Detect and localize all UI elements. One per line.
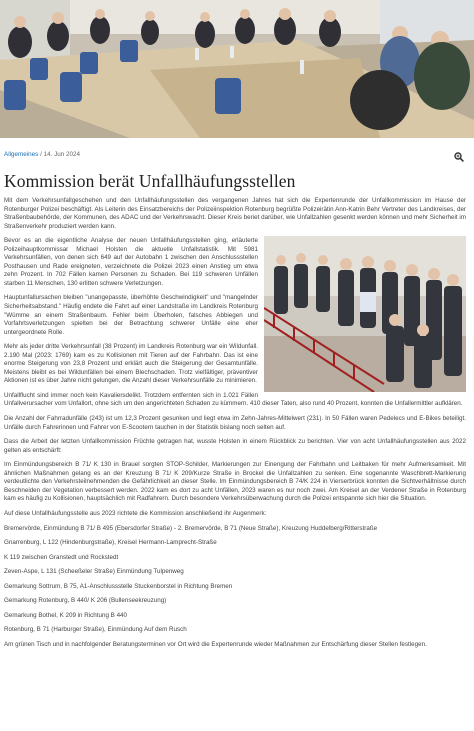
paragraph-review: Dass die Arbeit der letzten Unfallkommission Früchte getragen hat, wusste Holsten in einem Rückblick zu berichten. Vier von acht Unfallhäufungsstellen aus 2022 gelten als entschärft: xyxy=(4,438,466,454)
paragraph-hit-and-run: Unfallflucht sind immer noch kein Kavaliersdelikt. Trotzdem entfernten sich in 1.021 Fällen Unfallverursacher vom Unfallort, ohne sich um den angerichteten Schaden zu kümmern. 410 dieser Taten, also rund 40 Prozent, konnten die Unfallermittler aufklären. xyxy=(4,391,463,408)
group-photo-commission xyxy=(264,236,466,392)
list-item: Zeven-Aspe, L 131 (Scheeßeler Straße) Einmündung Tulpenweg xyxy=(4,568,184,576)
paragraph-closing: Am grünen Tisch und in nachfolgender Beratungsterminen vor Ort wird die Expertenrunde wieder Maßnahmen zur Entschärfung dieser Stellen festlegen. xyxy=(4,640,427,648)
list-item: Bremervörde, Einmündung B 71/ B 495 (Ebersdorfer Straße) - 2. Bremervörde, B 71 (Neue Straße), Kreuzung Huddelberg/Ritterstraße xyxy=(4,524,378,532)
category-link[interactable]: Allgemeines xyxy=(4,151,39,158)
article-body xyxy=(4,197,466,655)
list-item: Gnarrenburg, L 122 (Hindenburgstraße), Kreisel Hermann-Lamprecht-Straße xyxy=(4,539,217,547)
paragraph-causes: Hauptunfallursachen bleiben "unangepasste, überhöhte Geschwindigkeit" und "mangelnder Sicherheitsabstand." Häufig endete die Fahrt auf einer Landstraße im Landkreis Rotenburg "Wümme an einem Straßenbaum. Fehler beim Überholen, falsches Abbiegen und Vorfahrtsverletzungen spielten bei der Betrachtung schwerer Unfälle eine eher untergeordnete Rolle. xyxy=(4,294,258,336)
magnifier-zoom-icon[interactable] xyxy=(454,149,464,159)
hotspot-list xyxy=(4,525,466,635)
paragraph-statistics: Bevor es an die eigentliche Analyse der neuen Unfallhäufungsstellen ging, erläuterte Polizeihauptkommissar Michael Holsten die aktuelle Unfallstatistik. Mit 5981 Verkehrsunfällen, von denen sich 649 auf der Autobahn 1 zwischen den Anschlussstellen Posthausen und Rade ereigneten, verzeichnete die Polizei 2023 einen Anstieg um etwa zehn Prozent. In 702 Fällen kamen Personen zu Schaden. Bei 119 schweren Unfällen starben 11 Menschen, 130 erlitten schwere Verletzungen. xyxy=(4,237,258,287)
paragraph-focus: Auf diese Unfallhäufungsstelle aus 2023 richtete die Kommission anschließend ihr Augenmerk: xyxy=(4,509,267,517)
article-intro: Mit dem Verkehrsunfallgeschehen und den Unfallhäufungsstellen des vergangenen Jahres hat sich die Expertenrunde der Unfallkommission im Hause der Rotenburger Polizei beschäftigt. Als Leiterin des Einsatzbereichs der Polizeiinspektion Rotenburg begrüßte Polizeirätin Ann-Katrin Behr Vertreter des Landkreises, der Straßenbaubehörde, der Kommunen, des ADAC und der Verkehrswacht. Dieser Kreis beriet darüber, wie Unfallzahlen gesenkt werden können und mehr Sicherheit im Straßenverkehr produziert werden kann. xyxy=(4,197,466,230)
list-item: K 119 zwischen Granstedt und Rockstedt xyxy=(4,553,119,561)
list-item: Gemarkung Bothel, K 209 in Richtung B 440 xyxy=(4,611,127,619)
meta-separator: / xyxy=(40,151,42,158)
article-date: 14. Jun 2024 xyxy=(43,151,80,158)
list-item: Rotenburg, B 71 (Harburger Straße), Einmündung Auf dem Rusch xyxy=(4,626,187,634)
paragraph-measures: Im Einmündungsbereich B 71/ K 130 in Brauel sorgten STOP-Schilder, Markierungen zur Einengung der Fahrbahn und Leitbaken für mehr Aufmerksamkeit. Mit ähnlichen Maßnahmen gelang es an der Kreuzung B 71/ K 209/Kurze Straße in Brockel die Unfallzahlen zu senken. Eine sogenannte Waschbrett-Markierung verdeutlichte den Verkehrsteilnehmenden die Gefährlichkeit an dieser Stelle. Im Einmündungsbereich B 74/K 224 in Vierserbrück konnten die Sichtverhältnisse durch Beschneiden der Vegetation verbessert werden. 2022 kam es dort zu acht Unfällen, 2023 waren es nur noch zwei. Am Kreisel an der Verdener Straße in Rotenburg kam es häufig zu Kollisionen, hauptsächlich mit Radfahrern. Durch besondere Verkehrsüberwachung durch die Polizei entspannte sich hier die Situation. xyxy=(4,461,466,503)
article-meta xyxy=(4,151,80,158)
list-item: Gemarkung Rotenburg, B 440/ K 206 (Bullenseekreuzung) xyxy=(4,597,167,605)
list-item: Gemarkung Sottrum, B 75, A1-Anschlussstelle Stuckenborstel in Richtung Bremen xyxy=(4,582,233,590)
article-title: Kommission berät Unfallhäufungsstellen xyxy=(4,171,296,191)
hero-photo-meeting-room xyxy=(0,0,474,138)
paragraph-bicycles: Die Anzahl der Fahrradunfälle (243) ist um 12,3 Prozent gesunken und liegt etwa im Zehn-Jahres-Mittelwert (231). In 50 Fällen waren Pedelecs und E-Bikes beteiligt. Unfälle durch Fahrerinnen und Fahrer von E-Scootern tauchen in der Statistik bislang noch selten auf. xyxy=(4,415,466,431)
paragraph-wildlife: Mehr als jeder dritte Verkehrsunfall (38 Prozent) im Landkreis Rotenburg war ein Wildunfall. 2.190 Mal (2023: 1769) kam es zu Kollisionen mit Tieren auf der Fahrbahn. Das ist eine enorme Steigerung von 23,8 Prozent und erklärt auch die Steigerung der Gesamtunfälle. Meistens bleibt es bei Wildunfällen bei einem Blechschaden. Trotz vielfältiger, präventiver Aktionen ist es über Jahre nicht gelungen, die Anzahl dieser Verkehrsunfälle zu minimieren. xyxy=(4,343,258,385)
